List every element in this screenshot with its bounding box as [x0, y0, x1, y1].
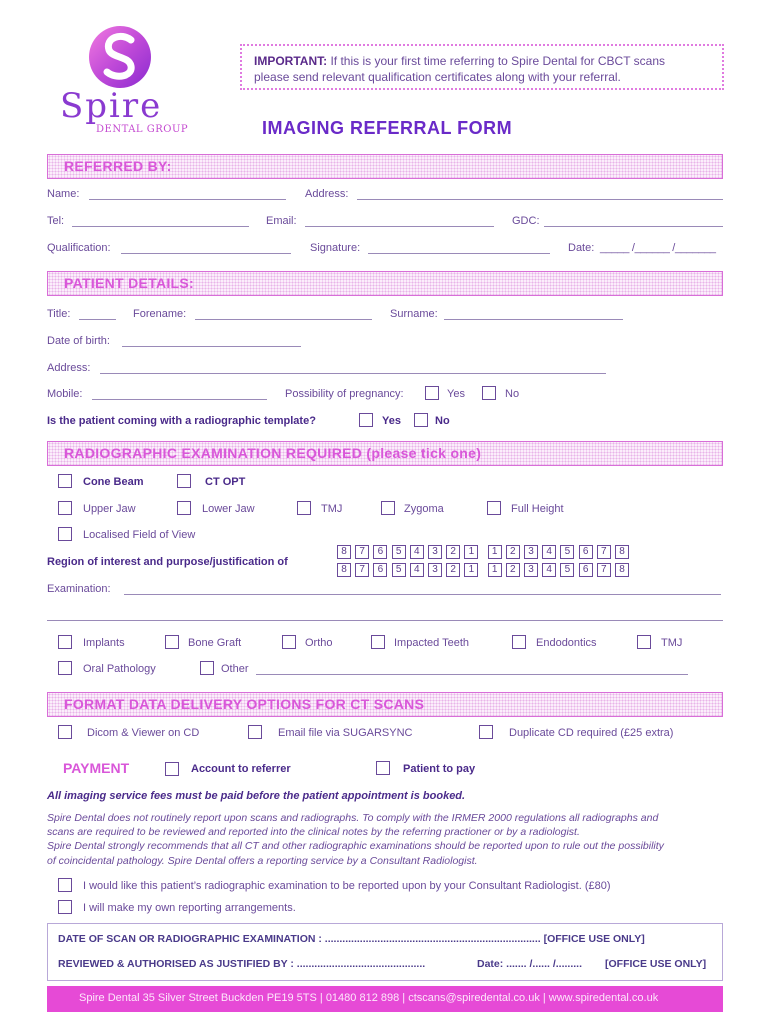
tooth-box[interactable]: 2 — [446, 563, 460, 577]
date-of-scan-line: DATE OF SCAN OR RADIOGRAPHIC EXAMINATION : .......................................................................... [OFFICE USE ONLY] — [58, 933, 645, 945]
own-reporting-checkbox[interactable] — [58, 900, 72, 914]
dob-label: Date of birth: — [47, 335, 110, 347]
patient-details-section — [47, 271, 723, 296]
impacted-teeth-label: Impacted Teeth — [394, 637, 470, 649]
tooth-box[interactable]: 4 — [410, 563, 424, 577]
tmj-label: TMJ — [321, 503, 343, 515]
endodontics-checkbox[interactable] — [512, 635, 526, 649]
referred-by-section — [47, 154, 723, 179]
full-height-label: Full Height — [511, 503, 564, 515]
date-field[interactable]: _____ /______ /_______ — [600, 242, 716, 254]
mobile-field[interactable] — [92, 399, 267, 400]
tel-label: Tel: — [47, 215, 65, 227]
template-yes-label: Yes — [382, 415, 401, 427]
gdc-label: GDC: — [512, 215, 540, 227]
important-notice — [240, 44, 724, 90]
full-height-checkbox[interactable] — [487, 501, 501, 515]
name-label: Name: — [47, 188, 80, 200]
tooth-box[interactable]: 2 — [506, 563, 520, 577]
address-label: Address: — [305, 188, 349, 200]
reporting-paragraph-2: scans are required to be reviewed and reported into the clinical notes by the referring practioner or by a radiologist. — [47, 826, 580, 838]
account-to-referrer-label: Account to referrer — [191, 763, 291, 775]
account-to-referrer-checkbox[interactable] — [165, 762, 179, 776]
logo-subtitle: DENTAL GROUP — [96, 124, 189, 135]
other-checkbox[interactable] — [200, 661, 214, 675]
pregnancy-no-label: No — [505, 388, 520, 400]
tooth-box[interactable]: 7 — [597, 545, 611, 559]
localised-fov-checkbox[interactable] — [58, 527, 72, 541]
tooth-box[interactable]: 6 — [373, 563, 387, 577]
reporting-paragraph-4: of coincidental pathology. Spire Dental offers a reporting service by a Consultant Radiologist. — [47, 855, 478, 867]
tooth-box[interactable]: 5 — [392, 545, 406, 559]
tooth-box[interactable]: 5 — [560, 545, 574, 559]
template-no-label: No — [435, 415, 450, 427]
tooth-box[interactable]: 8 — [615, 545, 629, 559]
pregnancy-no-checkbox[interactable] — [482, 386, 496, 400]
duplicate-cd-label: Duplicate CD required (£25 extra) — [509, 727, 674, 739]
patient-address-label: Address: — [47, 362, 91, 374]
pregnancy-yes-label: Yes — [447, 388, 465, 400]
pregnancy-yes-checkbox[interactable] — [425, 386, 439, 400]
bone-graft-checkbox[interactable] — [165, 635, 179, 649]
tooth-box[interactable]: 2 — [506, 545, 520, 559]
signature-label: Signature: — [310, 242, 361, 254]
own-reporting-label: I will make my own reporting arrangements. — [83, 902, 296, 914]
tooth-box[interactable]: 6 — [579, 563, 593, 577]
endodontics-label: Endodontics — [536, 637, 597, 649]
report-consultant-checkbox[interactable] — [58, 878, 72, 892]
patient-to-pay-checkbox[interactable] — [376, 761, 390, 775]
tooth-box[interactable]: 1 — [464, 545, 478, 559]
ct-opt-label: CT OPT — [205, 476, 246, 488]
qualification-field[interactable] — [121, 253, 291, 254]
tmj2-label: TMJ — [661, 637, 683, 649]
examination-field-2[interactable] — [47, 620, 723, 621]
reviewed-line: REVIEWED & AUTHORISED AS JUSTIFIED BY : ............................................ — [58, 958, 426, 970]
payment-notice: All imaging service fees must be paid before the patient appointment is booked. — [47, 790, 466, 802]
form-title: IMAGING REFERRAL FORM — [262, 118, 513, 138]
surname-field[interactable] — [444, 319, 623, 320]
tooth-box[interactable]: 2 — [446, 545, 460, 559]
ortho-label: Ortho — [305, 637, 333, 649]
footer-bar — [47, 986, 723, 1012]
surname-label: Surname: — [390, 308, 438, 320]
template-yes-checkbox[interactable] — [359, 413, 373, 427]
cone-beam-label: Cone Beam — [83, 476, 144, 488]
dicom-label: Dicom & Viewer on CD — [87, 727, 200, 739]
tel-field[interactable] — [72, 226, 249, 227]
zygoma-label: Zygoma — [404, 503, 444, 515]
spire-logo-icon — [87, 24, 153, 90]
address-field[interactable] — [357, 199, 723, 200]
upper-jaw-checkbox[interactable] — [58, 501, 72, 515]
reporting-paragraph-3: Spire Dental strongly recommends that all CT and other radiographic examinations should be reported upon to rule out the possibility — [47, 840, 664, 852]
report-consultant-label: I would like this patient’s radiographic examination to be reported upon by your Consultant Radiologist. (£80) — [83, 880, 611, 892]
office-use-label: [OFFICE USE ONLY] — [605, 958, 707, 970]
upper-jaw-label: Upper Jaw — [83, 503, 136, 515]
tooth-box[interactable]: 7 — [597, 563, 611, 577]
tooth-box[interactable]: 3 — [524, 563, 538, 577]
lower-jaw-label: Lower Jaw — [202, 503, 255, 515]
notice-strong: IMPORTANT: — [254, 54, 328, 68]
other-field[interactable] — [256, 674, 688, 675]
logo — [60, 24, 190, 139]
tooth-box[interactable]: 5 — [392, 563, 406, 577]
tmj-checkbox[interactable] — [297, 501, 311, 515]
format-section — [47, 692, 723, 717]
implants-checkbox[interactable] — [58, 635, 72, 649]
pregnancy-label: Possibility of pregnancy: — [285, 388, 404, 400]
oral-pathology-checkbox[interactable] — [58, 661, 72, 675]
other-label: Other — [221, 663, 249, 675]
template-no-checkbox[interactable] — [414, 413, 428, 427]
ct-opt-checkbox[interactable] — [177, 474, 191, 488]
signature-field[interactable] — [368, 253, 550, 254]
logo-name: Spire — [60, 86, 163, 126]
bone-graft-label: Bone Graft — [188, 637, 242, 649]
duplicate-cd-checkbox[interactable] — [479, 725, 493, 739]
patient-details-title: PATIENT DETAILS: — [64, 275, 195, 291]
title-field[interactable] — [79, 319, 116, 320]
date-label: Date: — [568, 242, 595, 254]
payment-title: PAYMENT — [63, 760, 130, 776]
localised-fov-label: Localised Field of View — [83, 529, 196, 541]
tooth-box[interactable]: 1 — [464, 563, 478, 577]
email-label: Email: — [266, 215, 297, 227]
gdc-field[interactable] — [544, 226, 723, 227]
cone-beam-checkbox[interactable] — [58, 474, 72, 488]
tooth-box[interactable]: 7 — [355, 545, 369, 559]
lower-jaw-checkbox[interactable] — [177, 501, 191, 515]
referred-by-title: REFERRED BY: — [64, 158, 172, 174]
tooth-box[interactable]: 4 — [542, 563, 556, 577]
mobile-label: Mobile: — [47, 388, 83, 400]
tooth-box[interactable]: 3 — [428, 545, 442, 559]
tooth-box[interactable]: 4 — [410, 545, 424, 559]
forename-label: Forename: — [133, 308, 187, 320]
template-question: Is the patient coming with a radiographic template? — [47, 415, 316, 427]
zygoma-checkbox[interactable] — [381, 501, 395, 515]
patient-address-field[interactable] — [100, 373, 606, 374]
region-label: Region of interest and purpose/justification of — [47, 556, 288, 568]
examination-label: Examination: — [47, 583, 111, 595]
tooth-box[interactable]: 6 — [373, 545, 387, 559]
reviewed-date: Date: ....... /...... /......... — [477, 958, 583, 970]
tooth-box[interactable]: 3 — [524, 545, 538, 559]
tooth-box[interactable]: 6 — [579, 545, 593, 559]
tooth-box[interactable]: 1 — [488, 563, 502, 577]
dob-field[interactable] — [122, 346, 301, 347]
forename-field[interactable] — [195, 319, 372, 320]
implants-label: Implants — [83, 637, 125, 649]
notice-line1: If this is your first time referring to Spire Dental for CBCT scans — [327, 54, 665, 68]
title-label: Title: — [47, 308, 71, 320]
tooth-box[interactable]: 3 — [428, 563, 442, 577]
tooth-box[interactable]: 5 — [560, 563, 574, 577]
email-field[interactable] — [305, 226, 494, 227]
examination-field[interactable] — [124, 594, 721, 595]
tooth-box[interactable]: 8 — [337, 545, 351, 559]
footer-text: Spire Dental 35 Silver Street Buckden PE19 5TS | 01480 812 898 | ctscans@spiredental.co.uk | www.spiredental.co.uk — [79, 992, 659, 1004]
tooth-box[interactable]: 8 — [615, 563, 629, 577]
email-sugarsync-label: Email file via SUGARSYNC — [278, 727, 413, 739]
notice-line2: please send relevant qualification certificates along with your referral. — [254, 70, 621, 84]
patient-to-pay-label: Patient to pay — [403, 763, 476, 775]
tooth-box[interactable]: 1 — [488, 545, 502, 559]
impacted-teeth-checkbox[interactable] — [371, 635, 385, 649]
email-sugarsync-checkbox[interactable] — [248, 725, 262, 739]
tmj2-checkbox[interactable] — [637, 635, 651, 649]
ortho-checkbox[interactable] — [282, 635, 296, 649]
exam-title: RADIOGRAPHIC EXAMINATION REQUIRED (please tick one) — [64, 445, 482, 461]
exam-section — [47, 441, 723, 466]
oral-pathology-label: Oral Pathology — [83, 663, 156, 675]
office-use-box — [47, 923, 723, 981]
tooth-box[interactable]: 7 — [355, 563, 369, 577]
tooth-box[interactable]: 8 — [337, 563, 351, 577]
dicom-checkbox[interactable] — [58, 725, 72, 739]
qualification-label: Qualification: — [47, 242, 111, 254]
name-field[interactable] — [89, 199, 286, 200]
format-title: FORMAT DATA DELIVERY OPTIONS FOR CT SCANS — [64, 696, 425, 712]
tooth-box[interactable]: 4 — [542, 545, 556, 559]
reporting-paragraph-1: Spire Dental does not routinely report upon scans and radiographs. To comply with the IRMER 2000 regulations all radiographs and — [47, 812, 659, 824]
